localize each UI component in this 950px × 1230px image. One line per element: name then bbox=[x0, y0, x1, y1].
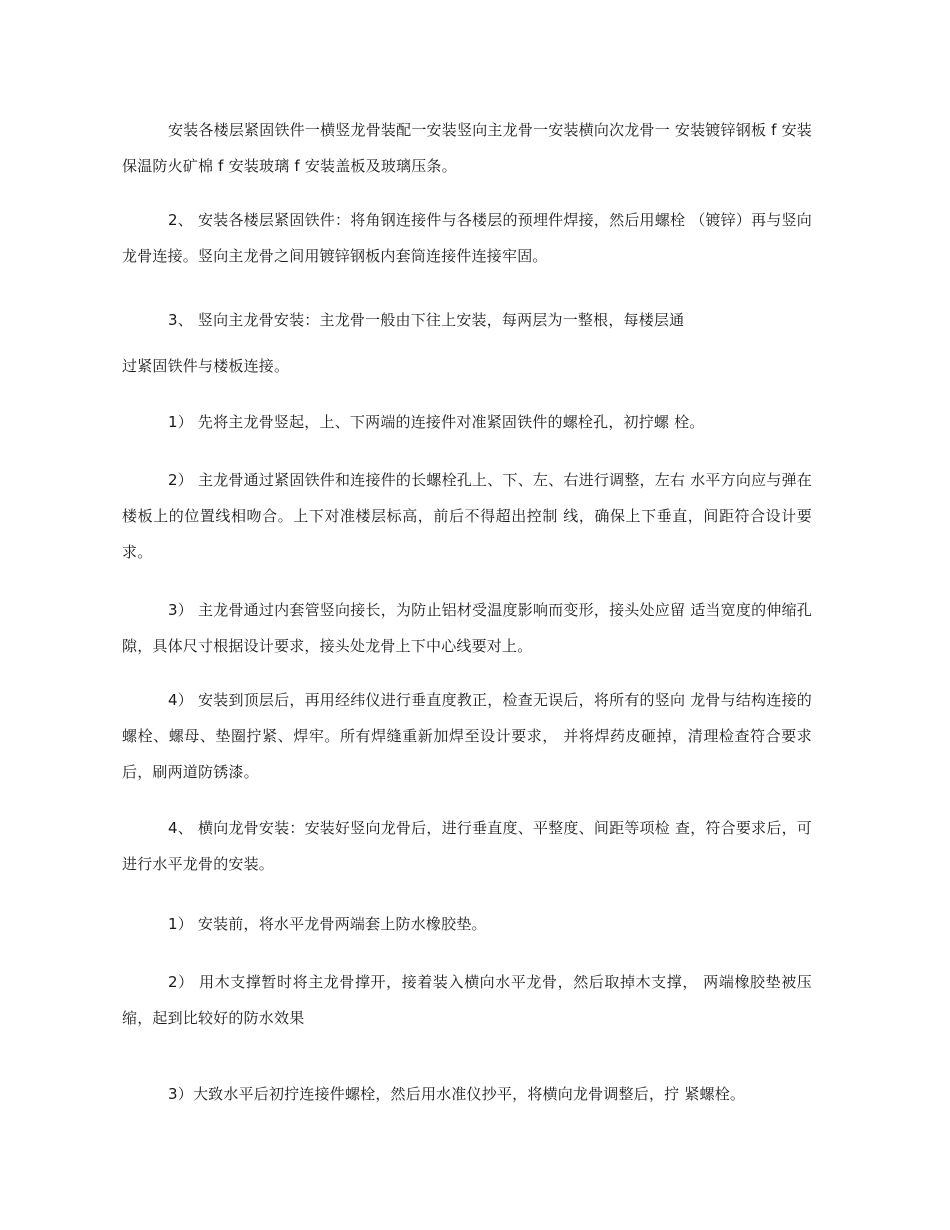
paragraph-step-3-continued: 过紧固铁件与楼板连接。 bbox=[122, 357, 290, 375]
paragraph-step-4: 4、 横向龙骨安装：安装好竖向龙骨后，进行垂直度、平整度、间距等项检 查，符合要求后，可进行水平龙骨的安装。 bbox=[122, 819, 812, 873]
paragraph-step-3: 3、 竖向主龙骨安装：主龙骨一般由下往上安装，每两层为一整根，每楼层通 bbox=[168, 311, 685, 329]
paragraph-substep-4-2: 2） 用木支撑暂时将主龙骨撑开，接着装入横向水平龙骨，然后取掉木支撑， 两端橡胶垫被压缩，起到比较好的防水效果 bbox=[122, 973, 812, 1027]
paragraph-substep-4-3: 3）大致水平后初拧连接件螺栓，然后用水准仪抄平，将横向龙骨调整后，拧 紧螺栓。 bbox=[168, 1085, 746, 1103]
paragraph-substep-3-2: 2） 主龙骨通过紧固铁件和连接件的长螺栓孔上、下、左、右进行调整，左右 水平方向应与弹在楼板上的位置线相吻合。上下对准楼层标高，前后不得超出控制 线，确保上下垂直，间距符合设计要求。 bbox=[122, 471, 812, 561]
paragraph-substep-4-1: 1） 安装前，将水平龙骨两端套上防水橡胶垫。 bbox=[168, 915, 487, 933]
paragraph-substep-3-1: 1） 先将主龙骨竖起，上、下两端的连接件对准紧固铁件的螺栓孔，初拧螺 栓。 bbox=[168, 413, 705, 431]
paragraph-intro: 安装各楼层紧固铁件一横竖龙骨装配一安装竖向主龙骨一安装横向次龙骨一 安装镀锌钢板 f 安装保温防火矿棉 f 安装玻璃 f 安装盖板及玻璃压条。 bbox=[122, 121, 812, 175]
paragraph-step-2: 2、 安装各楼层紧固铁件：将角钢连接件与各楼层的预埋件焊接，然后用螺栓 （镀锌）再与竖向龙骨连接。竖向主龙骨之间用镀锌钢板内套筒连接件连接牢固。 bbox=[122, 211, 812, 265]
paragraph-substep-3-3: 3） 主龙骨通过内套管竖向接长，为防止铝材受温度影响而变形，接头处应留 适当宽度的伸缩孔隙，具体尺寸根据设计要求，接头处龙骨上下中心线要对上。 bbox=[122, 601, 812, 655]
paragraph-substep-3-4: 4） 安装到顶层后，再用经纬仪进行垂直度教正，检查无误后，将所有的竖向 龙骨与结构连接的螺栓、螺母、垫圈拧紧、焊牢。所有焊缝重新加焊至设计要求， 并将焊药皮砸掉，清理检查符合要求后，刷两道防锈漆。 bbox=[122, 691, 812, 781]
